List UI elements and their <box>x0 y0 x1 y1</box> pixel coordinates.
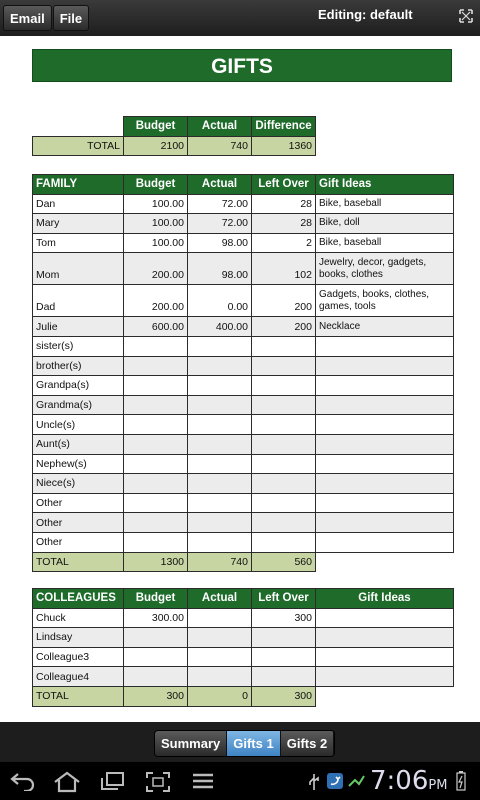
table-row <box>33 194 454 214</box>
family-total-actual[interactable]: 740 <box>188 552 252 572</box>
table-row <box>33 336 454 356</box>
table-row <box>33 317 454 337</box>
status-clock <box>370 766 447 796</box>
family-header-leftover[interactable]: Left Over <box>252 175 316 195</box>
tab-gifts-1[interactable]: Gifts 1 <box>227 731 280 756</box>
cell-budget[interactable] <box>124 474 188 494</box>
cell-actual[interactable] <box>188 513 252 533</box>
cell-leftover[interactable] <box>252 356 316 376</box>
table-row <box>33 233 454 253</box>
spreadsheet[interactable] <box>0 36 480 722</box>
cell-actual[interactable]: 400.00 <box>188 317 252 337</box>
table-row <box>33 628 454 648</box>
cell-budget[interactable] <box>124 628 188 648</box>
cell-gift-ideas[interactable] <box>316 647 454 667</box>
summary-total-actual[interactable]: 740 <box>188 136 252 156</box>
colleagues-rows <box>33 608 454 686</box>
cell-actual[interactable]: 72.00 <box>188 214 252 234</box>
cell-budget[interactable]: 200.00 <box>124 285 188 317</box>
table-row <box>33 356 454 376</box>
table-row <box>33 395 454 415</box>
table-row <box>33 214 454 234</box>
colleagues-table <box>32 588 454 707</box>
cell-leftover[interactable] <box>252 336 316 356</box>
cell-budget[interactable]: 600.00 <box>124 317 188 337</box>
cell-name[interactable]: Dan <box>33 194 124 214</box>
summary-total-difference[interactable]: 1360 <box>252 136 316 156</box>
cell-gift-ideas[interactable] <box>316 628 454 648</box>
cell-actual[interactable] <box>188 667 252 687</box>
cell-name[interactable]: Julie <box>33 317 124 337</box>
cell-actual[interactable]: 98.00 <box>188 233 252 253</box>
cell-actual[interactable] <box>188 376 252 396</box>
cell-budget[interactable] <box>124 454 188 474</box>
cell-actual[interactable]: 72.00 <box>188 194 252 214</box>
recent-apps-icon[interactable] <box>99 771 125 791</box>
cell-budget[interactable]: 200.00 <box>124 253 188 285</box>
table-row <box>33 285 454 317</box>
cell-name[interactable]: brother(s) <box>33 356 124 376</box>
cell-name[interactable]: Tom <box>33 233 124 253</box>
cell-gift-ideas[interactable]: Bike, baseball <box>316 233 454 253</box>
tab-gifts-2[interactable]: Gifts 2 <box>281 731 334 756</box>
cell-leftover[interactable] <box>252 474 316 494</box>
cell-name[interactable]: Lindsay <box>33 628 124 648</box>
cell-actual[interactable] <box>188 608 252 628</box>
cell-gift-ideas[interactable]: Bike, baseball <box>316 194 454 214</box>
summary-table <box>32 116 316 156</box>
cell-leftover[interactable] <box>252 454 316 474</box>
summary-total-label[interactable]: TOTAL <box>33 136 124 156</box>
cell-leftover[interactable] <box>252 628 316 648</box>
cell-leftover[interactable]: 28 <box>252 214 316 234</box>
cell-leftover[interactable] <box>252 415 316 435</box>
usb-icon <box>308 773 320 791</box>
cell-budget[interactable] <box>124 667 188 687</box>
table-row <box>33 376 454 396</box>
cell-name[interactable]: Uncle(s) <box>33 415 124 435</box>
cell-budget[interactable] <box>124 434 188 454</box>
cell-actual[interactable] <box>188 415 252 435</box>
table-row <box>33 253 454 285</box>
cell-name[interactable]: Nephew(s) <box>33 454 124 474</box>
cell-budget[interactable] <box>124 415 188 435</box>
table-row <box>33 647 454 667</box>
colleagues-header-gift-ideas[interactable]: Gift Ideas <box>316 589 454 609</box>
battery-icon <box>456 771 466 791</box>
table-row <box>33 415 454 435</box>
cell-name[interactable]: Dad <box>33 285 124 317</box>
family-total-leftover[interactable]: 560 <box>252 552 316 572</box>
cell-leftover[interactable] <box>252 667 316 687</box>
family-table <box>32 174 454 572</box>
table-row <box>33 667 454 687</box>
cell-gift-ideas[interactable]: Necklace <box>316 317 454 337</box>
cell-actual[interactable] <box>188 434 252 454</box>
table-row <box>33 434 454 454</box>
colleagues-total-budget[interactable]: 300 <box>124 686 188 706</box>
cell-actual[interactable] <box>188 647 252 667</box>
cell-leftover[interactable] <box>252 376 316 396</box>
cell-budget[interactable]: 300.00 <box>124 608 188 628</box>
cell-name[interactable]: Colleague4 <box>33 667 124 687</box>
cell-gift-ideas[interactable]: Jewelry, decor, gadgets, books, clothes <box>316 253 454 285</box>
family-total-budget[interactable]: 1300 <box>124 552 188 572</box>
cell-budget[interactable] <box>124 532 188 552</box>
home-icon[interactable] <box>53 771 81 793</box>
cell-actual[interactable]: 0.00 <box>188 285 252 317</box>
cell-name[interactable]: Chuck <box>33 608 124 628</box>
table-row <box>33 532 454 552</box>
cell-actual[interactable] <box>188 336 252 356</box>
cell-gift-ideas[interactable] <box>316 608 454 628</box>
cell-leftover[interactable] <box>252 395 316 415</box>
sheet-tabs <box>154 730 335 757</box>
cell-budget[interactable]: 100.00 <box>124 233 188 253</box>
family-header-actual[interactable]: Actual <box>188 175 252 195</box>
summary-total-budget[interactable]: 2100 <box>124 136 188 156</box>
download-icon <box>347 772 365 790</box>
cell-name[interactable]: Niece(s) <box>33 474 124 494</box>
cell-leftover[interactable] <box>252 647 316 667</box>
blank-cell <box>316 552 454 572</box>
colleagues-header-actual[interactable]: Actual <box>188 589 252 609</box>
cell-gift-ideas[interactable] <box>316 454 454 474</box>
summary-header-budget[interactable]: Budget <box>124 117 188 137</box>
screenshot-icon[interactable] <box>145 771 171 793</box>
table-row <box>33 608 454 628</box>
cell-gift-ideas[interactable] <box>316 336 454 356</box>
cell-actual[interactable] <box>188 493 252 513</box>
cell-leftover[interactable] <box>252 434 316 454</box>
colleagues-header-name[interactable]: COLLEAGUES <box>33 589 124 609</box>
back-icon[interactable] <box>10 771 36 791</box>
sync-icon <box>326 772 344 790</box>
cell-gift-ideas[interactable]: Bike, doll <box>316 214 454 234</box>
family-header-gift-ideas[interactable]: Gift Ideas <box>316 175 454 195</box>
sheet-tab-bar <box>0 722 480 762</box>
table-row <box>33 493 454 513</box>
cell-budget[interactable] <box>124 376 188 396</box>
expand-icon[interactable] <box>459 9 473 23</box>
cell-gift-ideas[interactable] <box>316 493 454 513</box>
cell-leftover[interactable]: 28 <box>252 194 316 214</box>
colleagues-total-actual[interactable]: 0 <box>188 686 252 706</box>
cell-actual[interactable]: 98.00 <box>188 253 252 285</box>
cell-leftover[interactable]: 200 <box>252 317 316 337</box>
cell-gift-ideas[interactable] <box>316 395 454 415</box>
cell-budget[interactable] <box>124 647 188 667</box>
table-row <box>33 474 454 494</box>
cell-leftover[interactable] <box>252 493 316 513</box>
cell-actual[interactable] <box>188 628 252 648</box>
cell-name[interactable]: sister(s) <box>33 336 124 356</box>
cell-gift-ideas[interactable] <box>316 513 454 533</box>
cell-name[interactable]: Other <box>33 513 124 533</box>
app-toolbar <box>0 0 480 36</box>
cell-gift-ideas[interactable] <box>316 667 454 687</box>
cell-actual[interactable] <box>188 395 252 415</box>
email-button[interactable]: Email <box>3 5 52 31</box>
colleagues-header-leftover[interactable]: Left Over <box>252 589 316 609</box>
cell-budget[interactable] <box>124 336 188 356</box>
cell-budget[interactable] <box>124 356 188 376</box>
family-header-budget[interactable]: Budget <box>124 175 188 195</box>
blank-cell <box>316 686 454 706</box>
summary-header-actual[interactable]: Actual <box>188 117 252 137</box>
blank-cell <box>33 117 124 137</box>
cell-name[interactable]: Colleague3 <box>33 647 124 667</box>
cell-actual[interactable] <box>188 532 252 552</box>
cell-budget[interactable] <box>124 395 188 415</box>
cell-actual[interactable] <box>188 474 252 494</box>
colleagues-header-budget[interactable]: Budget <box>124 589 188 609</box>
file-button[interactable]: File <box>53 5 89 31</box>
cell-actual[interactable] <box>188 356 252 376</box>
cell-budget[interactable] <box>124 513 188 533</box>
tab-summary[interactable]: Summary <box>155 731 227 756</box>
summary-header-difference[interactable]: Difference <box>252 117 316 137</box>
clock-ampm: PM <box>428 778 448 793</box>
editing-status: Editing: default <box>318 7 413 22</box>
sheet-title[interactable]: GIFTS <box>32 49 452 82</box>
cell-budget[interactable]: 100.00 <box>124 214 188 234</box>
clock-time: 7:06 <box>370 766 429 796</box>
table-row <box>33 454 454 474</box>
table-row <box>33 513 454 533</box>
cell-leftover[interactable]: 300 <box>252 608 316 628</box>
cell-name[interactable]: Other <box>33 532 124 552</box>
colleagues-total-leftover[interactable]: 300 <box>252 686 316 706</box>
cell-gift-ideas[interactable] <box>316 532 454 552</box>
cell-gift-ideas[interactable] <box>316 434 454 454</box>
cell-name[interactable]: Mom <box>33 253 124 285</box>
family-total-label[interactable]: TOTAL <box>33 552 124 572</box>
cell-leftover[interactable]: 200 <box>252 285 316 317</box>
cell-budget[interactable] <box>124 493 188 513</box>
family-rows <box>33 194 454 552</box>
colleagues-total-label[interactable]: TOTAL <box>33 686 124 706</box>
menu-icon[interactable] <box>191 771 215 791</box>
cell-leftover[interactable] <box>252 513 316 533</box>
cell-name[interactable]: Other <box>33 493 124 513</box>
cell-name[interactable]: Aunt(s) <box>33 434 124 454</box>
cell-name[interactable]: Mary <box>33 214 124 234</box>
cell-leftover[interactable]: 2 <box>252 233 316 253</box>
cell-budget[interactable]: 100.00 <box>124 194 188 214</box>
cell-gift-ideas[interactable] <box>316 474 454 494</box>
cell-gift-ideas[interactable] <box>316 356 454 376</box>
family-header-name[interactable]: FAMILY <box>33 175 124 195</box>
cell-gift-ideas[interactable] <box>316 376 454 396</box>
cell-leftover[interactable]: 102 <box>252 253 316 285</box>
cell-actual[interactable] <box>188 454 252 474</box>
cell-name[interactable]: Grandma(s) <box>33 395 124 415</box>
cell-gift-ideas[interactable]: Gadgets, books, clothes, games, tools <box>316 285 454 317</box>
cell-name[interactable]: Grandpa(s) <box>33 376 124 396</box>
cell-gift-ideas[interactable] <box>316 415 454 435</box>
cell-leftover[interactable] <box>252 532 316 552</box>
system-bar <box>0 762 480 800</box>
